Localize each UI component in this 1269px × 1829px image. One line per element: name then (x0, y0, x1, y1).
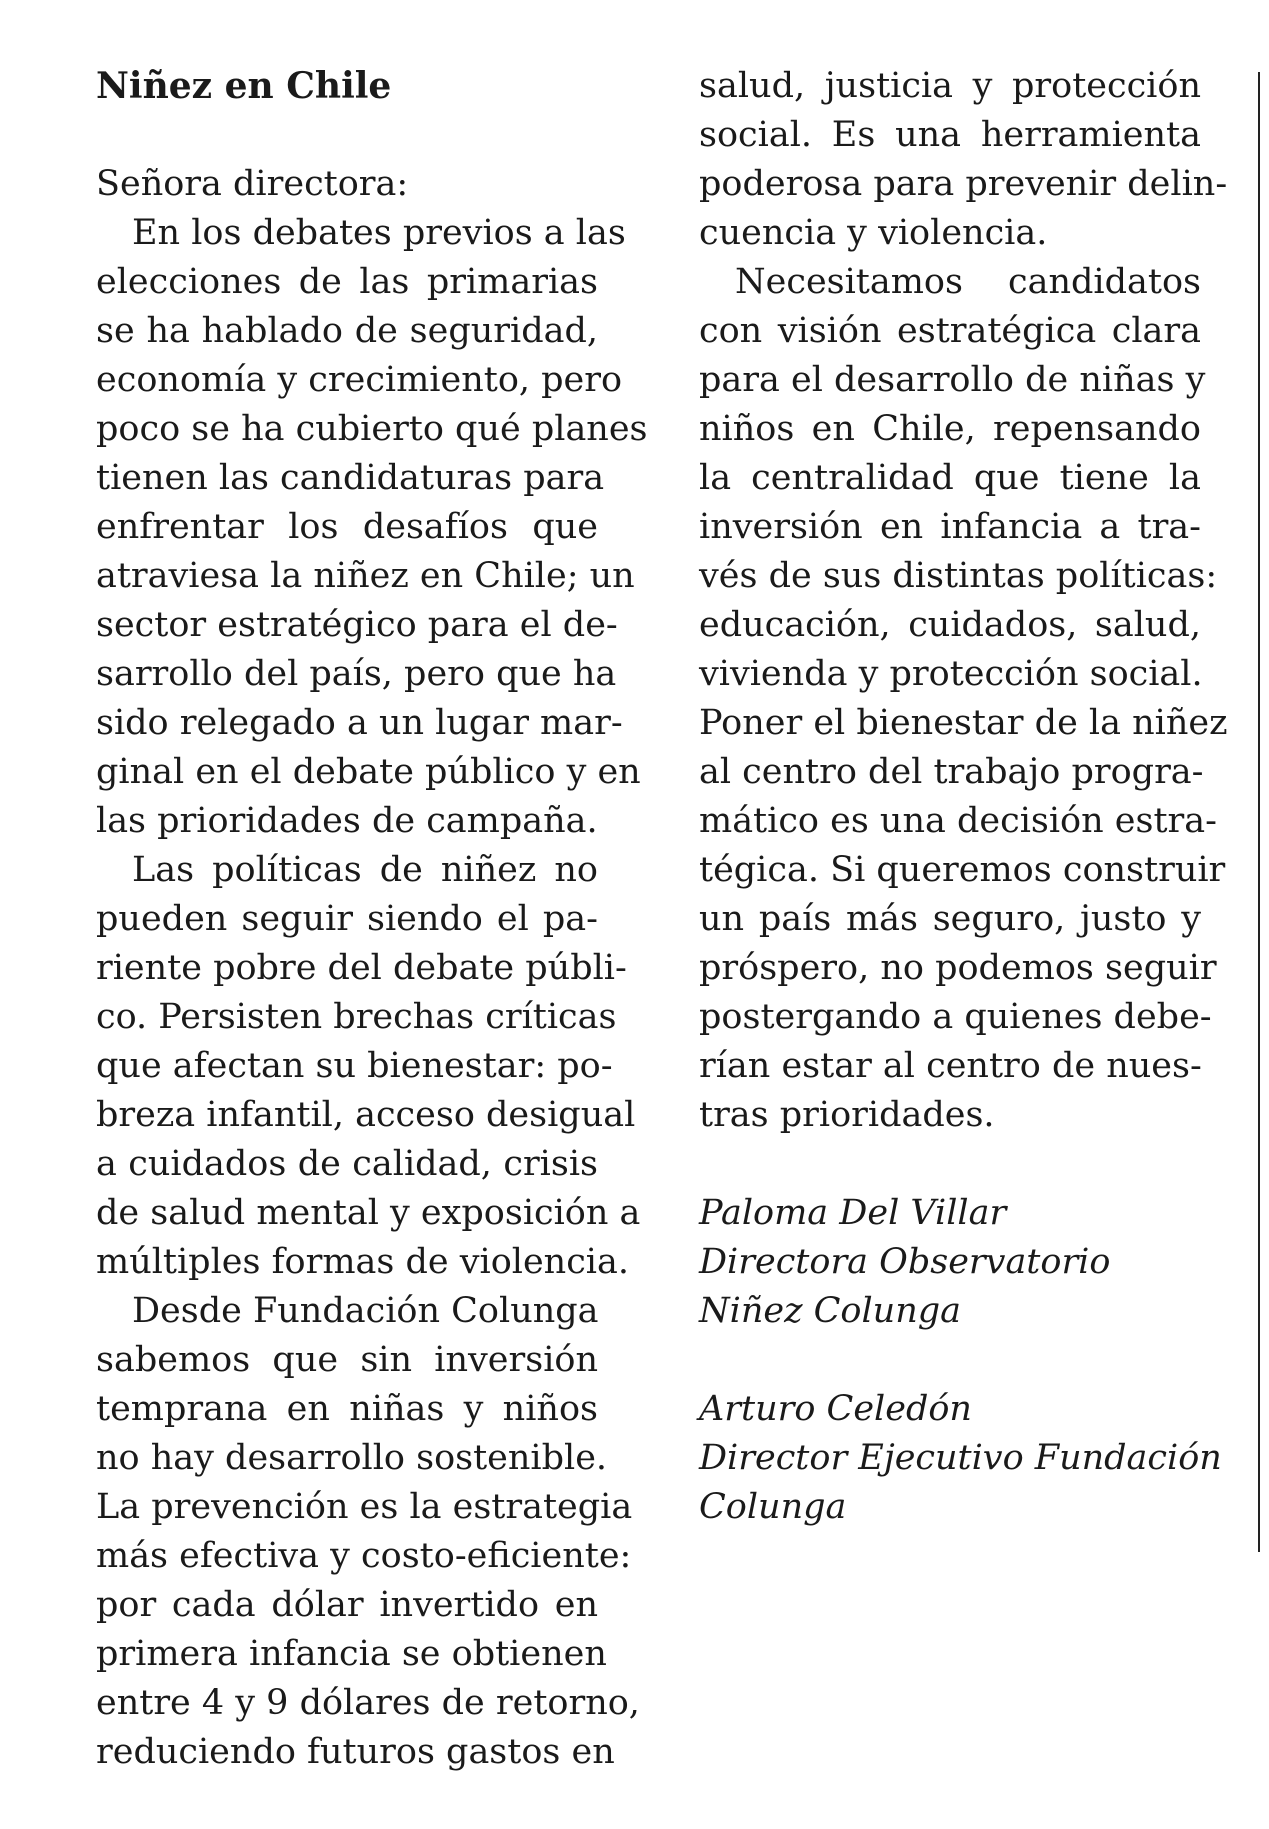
text-line: pueden seguir siendo el pa- (96, 899, 598, 939)
column-rule (1258, 72, 1260, 1552)
text-line: co. Persisten brechas críticas (96, 997, 617, 1037)
text-line: más efectiva y costo-eficiente: (96, 1536, 632, 1576)
text-line: ginal en el debate público y en (96, 752, 641, 792)
text-line: atraviesa la niñez en Chile; un (96, 556, 635, 596)
left-column (96, 62, 648, 1777)
text-line: un país más seguro, justo y (699, 899, 1201, 939)
text-line: sabemos que sin inversión (96, 1340, 598, 1380)
text-line: sarrollo del país, pero que ha (96, 654, 617, 694)
right-column (699, 62, 1228, 1532)
text-line: inversión en infancia a tra- (699, 507, 1201, 547)
text-line: temprana en niñas y niños (96, 1389, 598, 1429)
text-line: Necesitamos candidatos (735, 262, 1201, 302)
signature-block (699, 1385, 1222, 1532)
text-line: tras prioridades. (699, 1095, 995, 1135)
text-line: economía y crecimiento, pero (96, 360, 623, 400)
paragraph-1 (96, 209, 648, 846)
signatory-role: Director Ejecutivo Fundación (699, 1438, 1222, 1478)
text-line: por cada dólar invertido en (96, 1585, 598, 1625)
text-line: Las políticas de niñez no (132, 850, 598, 890)
text-line: salud, justicia y protección (699, 66, 1201, 106)
text-line: mático es una decisión estra- (699, 801, 1217, 841)
text-line: rían estar al centro de nues- (699, 1046, 1202, 1086)
signatory-role: Colunga (699, 1487, 847, 1527)
text-line: sido relegado a un lugar mar- (96, 703, 623, 743)
salutation: Señora directora: (96, 164, 409, 204)
text-line: postergando a quienes debe- (699, 997, 1212, 1037)
text-line: sector estratégico para el de- (96, 605, 618, 645)
text-line: poco se ha cubierto qué planes (96, 409, 648, 449)
text-line: reduciendo futuros gastos en (96, 1732, 615, 1772)
text-line: entre 4 y 9 dólares de retorno, (96, 1683, 640, 1723)
text-line: poderosa para prevenir delin- (699, 164, 1228, 204)
text-line: que afectan su bienestar: po- (96, 1046, 613, 1086)
text-line: enfrentar los desafíos que (96, 507, 598, 547)
text-line: educación, cuidados, salud, (699, 605, 1201, 645)
text-line: se ha hablado de seguridad, (96, 311, 598, 351)
text-line: la centralidad que tiene la (699, 458, 1201, 498)
text-line: Poner el bienestar de la niñez (699, 703, 1228, 743)
signature-block (699, 1189, 1201, 1336)
text-line: La prevención es la estrategia (96, 1487, 633, 1527)
paragraph-3-continued (699, 62, 1228, 258)
spacer (699, 1336, 1201, 1385)
paragraph-4 (699, 258, 1228, 1140)
text-line: tienen las candidaturas para (96, 458, 605, 498)
text-line: con visión estratégica clara (699, 311, 1201, 351)
signatory-name: Paloma Del Villar (699, 1193, 1007, 1233)
text-line: vés de sus distintas políticas: (699, 556, 1218, 596)
text-line: próspero, no podemos seguir (699, 948, 1217, 988)
text-line: de salud mental y exposición a (96, 1193, 641, 1233)
letter-title: Niñez en Chile (96, 65, 392, 107)
text-line: social. Es una herramienta (699, 115, 1201, 155)
signatory-role: Niñez Colunga (699, 1291, 962, 1331)
text-line: riente pobre del debate públi- (96, 948, 627, 988)
text-line: Desde Fundación Colunga (132, 1291, 599, 1331)
signatory-role: Directora Observatorio (699, 1242, 1111, 1282)
text-line: vivienda y protección social. (699, 654, 1203, 694)
paragraph-3 (96, 1287, 640, 1777)
text-line: no hay desarrollo sostenible. (96, 1438, 608, 1478)
paragraph-2 (96, 846, 641, 1287)
text-line: múltiples formas de violencia. (96, 1242, 629, 1282)
text-line: elecciones de las primarias (96, 262, 598, 302)
spacer (699, 1140, 1201, 1189)
text-line: para el desarrollo de niñas y (699, 360, 1206, 400)
text-line: a cuidados de calidad, crisis (96, 1144, 598, 1184)
text-line: al centro del trabajo progra- (699, 752, 1204, 792)
text-line: En los debates previos a las (132, 213, 626, 253)
text-line: tégica. Si queremos construir (699, 850, 1226, 890)
text-line: niños en Chile, repensando (699, 409, 1201, 449)
signatory-name: Arturo Celedón (699, 1389, 972, 1429)
text-line: primera infancia se obtienen (96, 1634, 607, 1674)
text-line: breza infantil, acceso desigual (96, 1095, 636, 1135)
text-line: las prioridades de campaña. (96, 801, 598, 841)
text-line: cuencia y violencia. (699, 213, 1048, 253)
